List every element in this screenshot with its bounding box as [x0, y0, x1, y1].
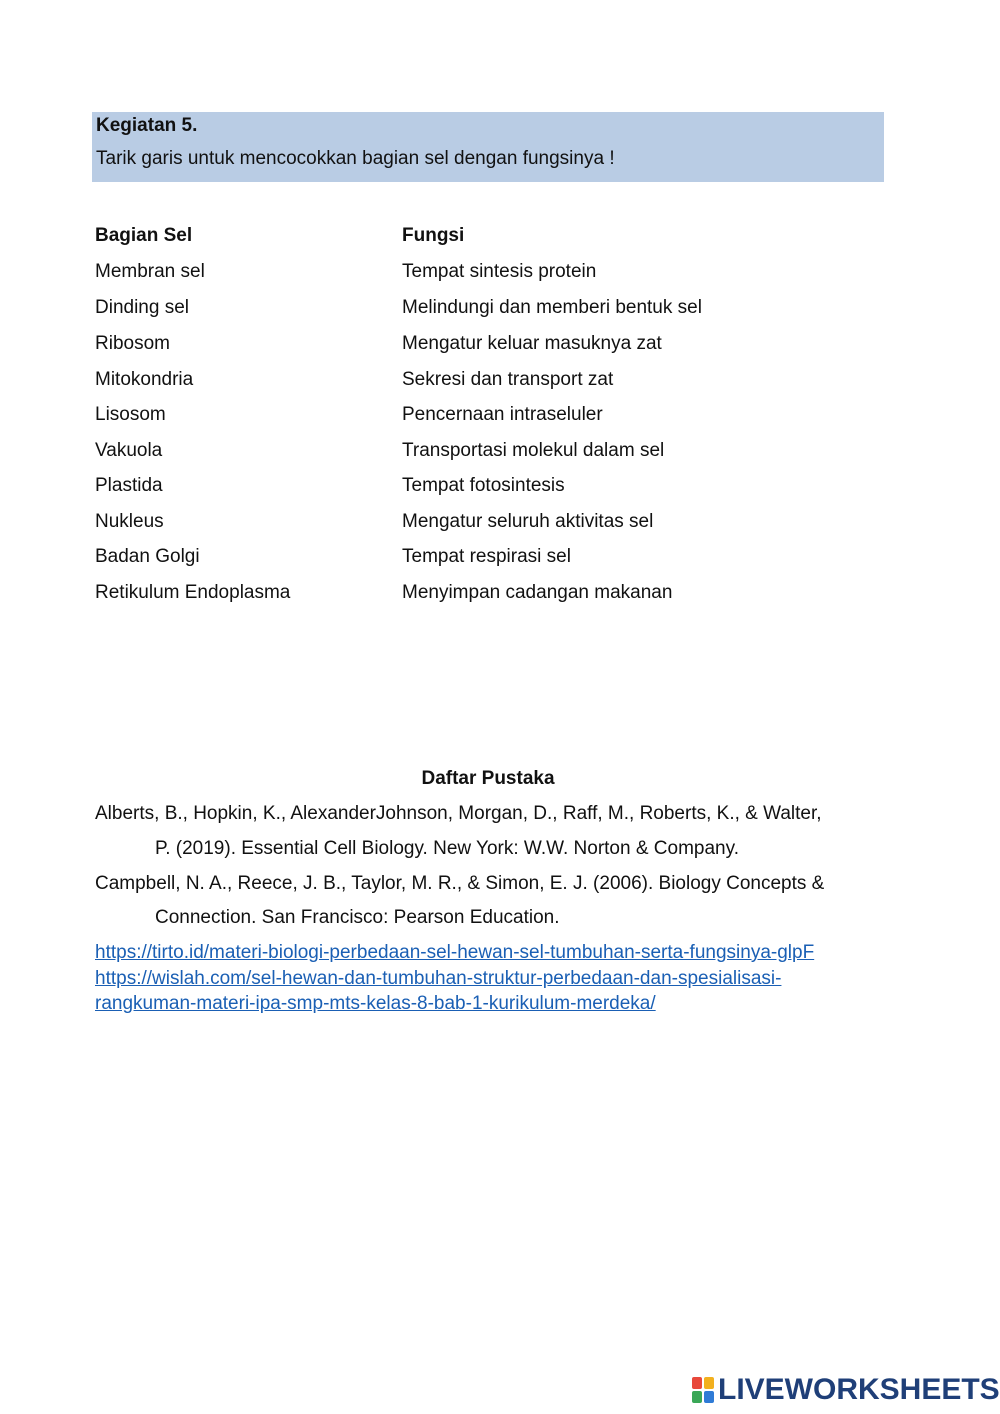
part-item[interactable]: Badan Golgi — [95, 546, 200, 567]
part-item[interactable]: Plastida — [95, 475, 163, 496]
reference-link-1[interactable]: https://tirto.id/materi-biologi-perbedaan-sel-hewan-sel-tumbuhan-serta-fungsinya-glpF — [95, 942, 815, 963]
part-item[interactable]: Retikulum Endoplasma — [95, 582, 291, 603]
logo-text: LIVEWORKSHEETS — [718, 1373, 1000, 1406]
part-item[interactable]: Vakuola — [95, 440, 163, 461]
part-item[interactable]: Dinding sel — [95, 297, 189, 318]
reference-2-line-1: Campbell, N. A., Reece, J. B., Taylor, M. R., & Simon, E. J. (2006). Biology Concepts & — [95, 873, 825, 894]
function-item[interactable]: Transportasi molekul dalam sel — [402, 440, 665, 461]
part-item[interactable]: Nukleus — [95, 511, 164, 532]
liveworksheets-logo — [692, 1373, 1000, 1407]
reference-link-2-line-1[interactable]: https://wislah.com/sel-hewan-dan-tumbuhan-struktur-perbedaan-dan-spesialisasi- — [95, 968, 782, 989]
function-item[interactable]: Mengatur seluruh aktivitas sel — [402, 511, 654, 532]
function-item[interactable]: Tempat sintesis protein — [402, 261, 597, 282]
activity-banner — [92, 112, 884, 182]
function-item[interactable]: Sekresi dan transport zat — [402, 369, 614, 390]
function-item[interactable]: Melindungi dan memberi bentuk sel — [402, 297, 702, 318]
part-item[interactable]: Ribosom — [95, 333, 170, 354]
part-item[interactable]: Mitokondria — [95, 369, 194, 390]
reference-link-2-line-2[interactable]: rangkuman-materi-ipa-smp-mts-kelas-8-bab-1-kurikulum-merdeka/ — [95, 993, 656, 1014]
activity-title: Kegiatan 5. — [96, 115, 198, 136]
reference-2-line-2: Connection. San Francisco: Pearson Education. — [155, 907, 560, 928]
column-header-part: Bagian Sel — [95, 225, 193, 246]
function-item[interactable]: Mengatur keluar masuknya zat — [402, 333, 662, 354]
function-item[interactable]: Tempat fotosintesis — [402, 475, 565, 496]
logo-icon — [692, 1377, 714, 1403]
function-item[interactable]: Menyimpan cadangan makanan — [402, 582, 673, 603]
activity-instruction: Tarik garis untuk mencocokkan bagian sel dengan fungsinya ! — [96, 148, 615, 169]
column-header-function: Fungsi — [402, 225, 465, 246]
function-item[interactable]: Pencernaan intraseluler — [402, 404, 603, 425]
reference-1-line-2: P. (2019). Essential Cell Biology. New York: W.W. Norton & Company. — [155, 838, 739, 859]
references-title: Daftar Pustaka — [421, 768, 555, 789]
reference-1-line-1: Alberts, B., Hopkin, K., AlexanderJohnson, Morgan, D., Raff, M., Roberts, K., & Walter, — [95, 803, 822, 824]
function-item[interactable]: Tempat respirasi sel — [402, 546, 571, 567]
part-item[interactable]: Membran sel — [95, 261, 205, 282]
part-item[interactable]: Lisosom — [95, 404, 166, 425]
